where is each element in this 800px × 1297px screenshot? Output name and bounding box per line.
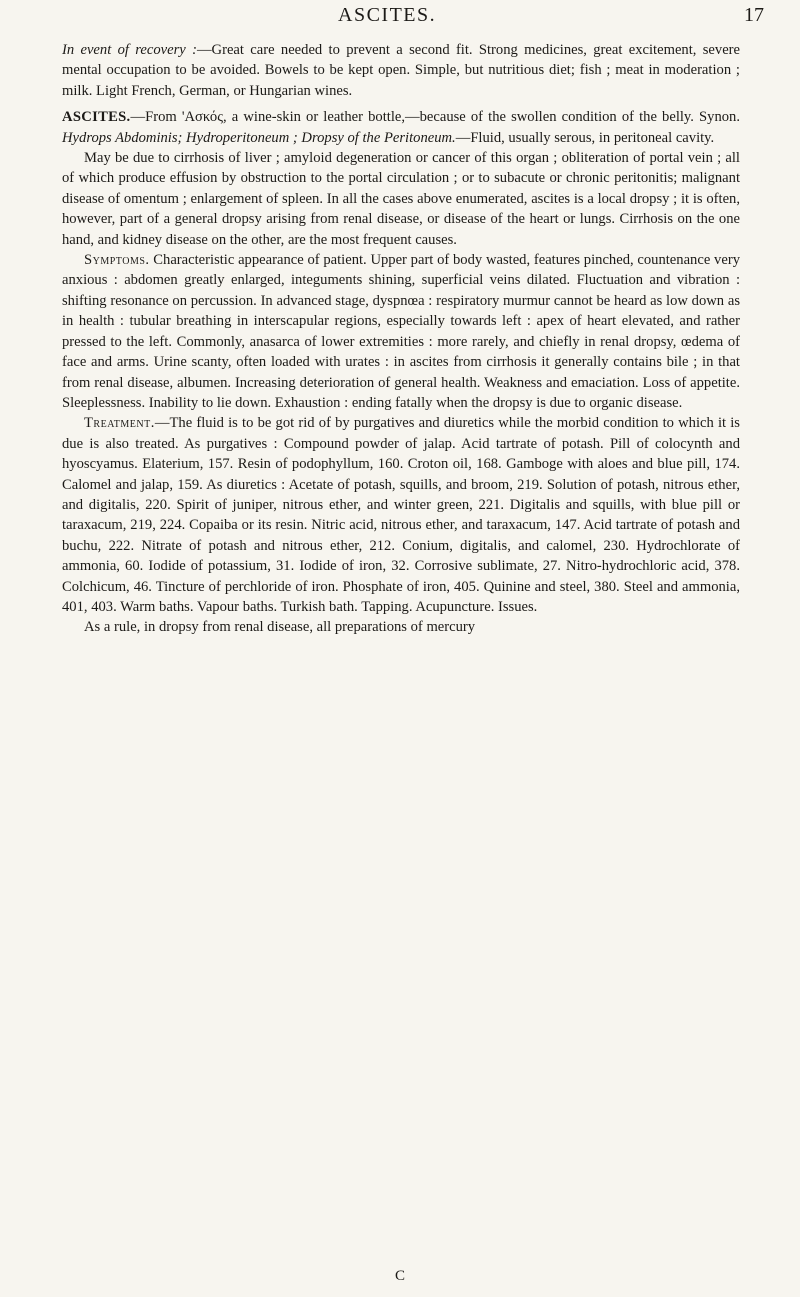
ascites-definition: —Fluid, usually serous, in peritoneal cavity.	[455, 129, 715, 146]
ascites-intro-1: —From	[130, 109, 182, 126]
rule-paragraph: As a rule, in dropsy from renal disease, all preparations of mercury	[84, 619, 476, 636]
ascites-entry	[62, 107, 740, 148]
symptoms-paragraph	[62, 250, 740, 413]
treatment-text: —The fluid is to be got rid of by purgatives and diuretics while the morbid condition to which it is due is also treated. As purgatives : Compound powder of jalap. Acid tartrate of potash. Pill of colocynth and hyoscyamus. Elaterium, 157. Resin of podophyllum, 160. Croton oil, 168. Gamboge with aloes and blue pill, 174. Calomel and jalap, 159. As diuretics : Acetate of potash, squills, and broom, 219. Solution of potash, nitrous ether, and digitalis, 220. Spirit of juniper, nitrous ether, and winter green, 221. Digitalis and squills, with blue pill or taraxacum, 219, 224. Copaiba or its resin. Nitric acid, nitrous ether, and taraxacum, 147. Acid tartrate of potash and buchu, 222. Nitrate of potash and nitrous ether, 212. Conium, digitalis, and calomel, 230. Hydrochlorate of ammonia, 60. Iodide of potassium, 31. Iodide of iron, 32. Corrosive sublimate, 27. Nitro-hydrochloric acid, 378. Colchicum, 46. Tincture of perchloride of iron. Phosphate of iron, 405. Quinine and steel, 380. Steel and ammonia, 401, 403. Warm baths. Vapour baths. Turkish bath. Tapping. Acupuncture. Issues.	[62, 415, 740, 615]
causes-paragraph: May be due to cirrhosis of liver ; amyloid degeneration or cancer of this organ ; obliteration of portal vein ; all of which produce effusion by obstruction to the portal circulation ; or to subacute or chronic peritonitis; malignant disease of omentum ; enlargement of spleen. In all the cases above enumerated, ascites is a local dropsy ; it is often, however, part of a general dropsy arising from renal disease, or disease of the heart or lungs. Cirrhosis on the one hand, and kidney disease on the other, are the most frequent causes.	[62, 150, 740, 248]
ascites-synonyms: Hydrops Abdominis; Hydroperitoneum ; Dropsy of the Peritoneum.	[62, 129, 456, 146]
running-head	[0, 2, 800, 32]
ascites-greek-word: 'Ασκός	[181, 109, 224, 126]
treatment-paragraph	[62, 413, 740, 617]
recovery-paragraph	[62, 40, 740, 101]
symptoms-text: Characteristic appearance of patient. Upper part of body wasted, features pinched, countenance very anxious : abdomen greatly enlarged, integuments shining, superficial veins dilated. Fluctuation and vibration : shifting resonance on percussion. In advanced stage, dyspnœa : respiratory murmur cannot be heard as low down as in health : tubular breathing in interscapular regions, especially towards left : apex of heart elevated, and rather pressed to the left. Commonly, anasarca of lower extremities : more rarely, and chiefly in renal dropsy, œdema of face and arms. Urine scanty, often loaded with urates : in ascites from cirrhosis it generally contains bile ; in that from renal disease, albumen. Increasing deterioration of general health. Weakness and emaciation. Loss of appetite. Sleeplessness. Inability to lie down. Exhaustion : ending fatally when the dropsy is due to organic disease.	[62, 252, 740, 411]
treatment-label: Treatment.	[84, 415, 155, 432]
recovery-label: In event of recovery :	[62, 42, 197, 58]
signature-mark: C	[394, 1268, 405, 1284]
running-title: ASCITES.	[338, 4, 437, 26]
recovery-text: —Great care needed to prevent a second fit. Strong medicines, great excitement, severe mental occupation to be avoided. Bowels to be kept open. Simple, but nutritious diet; fish ; meat in moderation ; milk. Light French, German, or Hungarian wines.	[62, 42, 741, 99]
ascites-heading: ASCITES.	[62, 109, 131, 126]
ascites-intro-2: , a wine-skin or leather bottle,—because of the swollen condition of the belly. Synon.	[223, 109, 740, 126]
symptoms-label: Symptoms.	[84, 252, 150, 269]
body-text	[62, 40, 740, 638]
page-number: 17	[744, 4, 764, 26]
